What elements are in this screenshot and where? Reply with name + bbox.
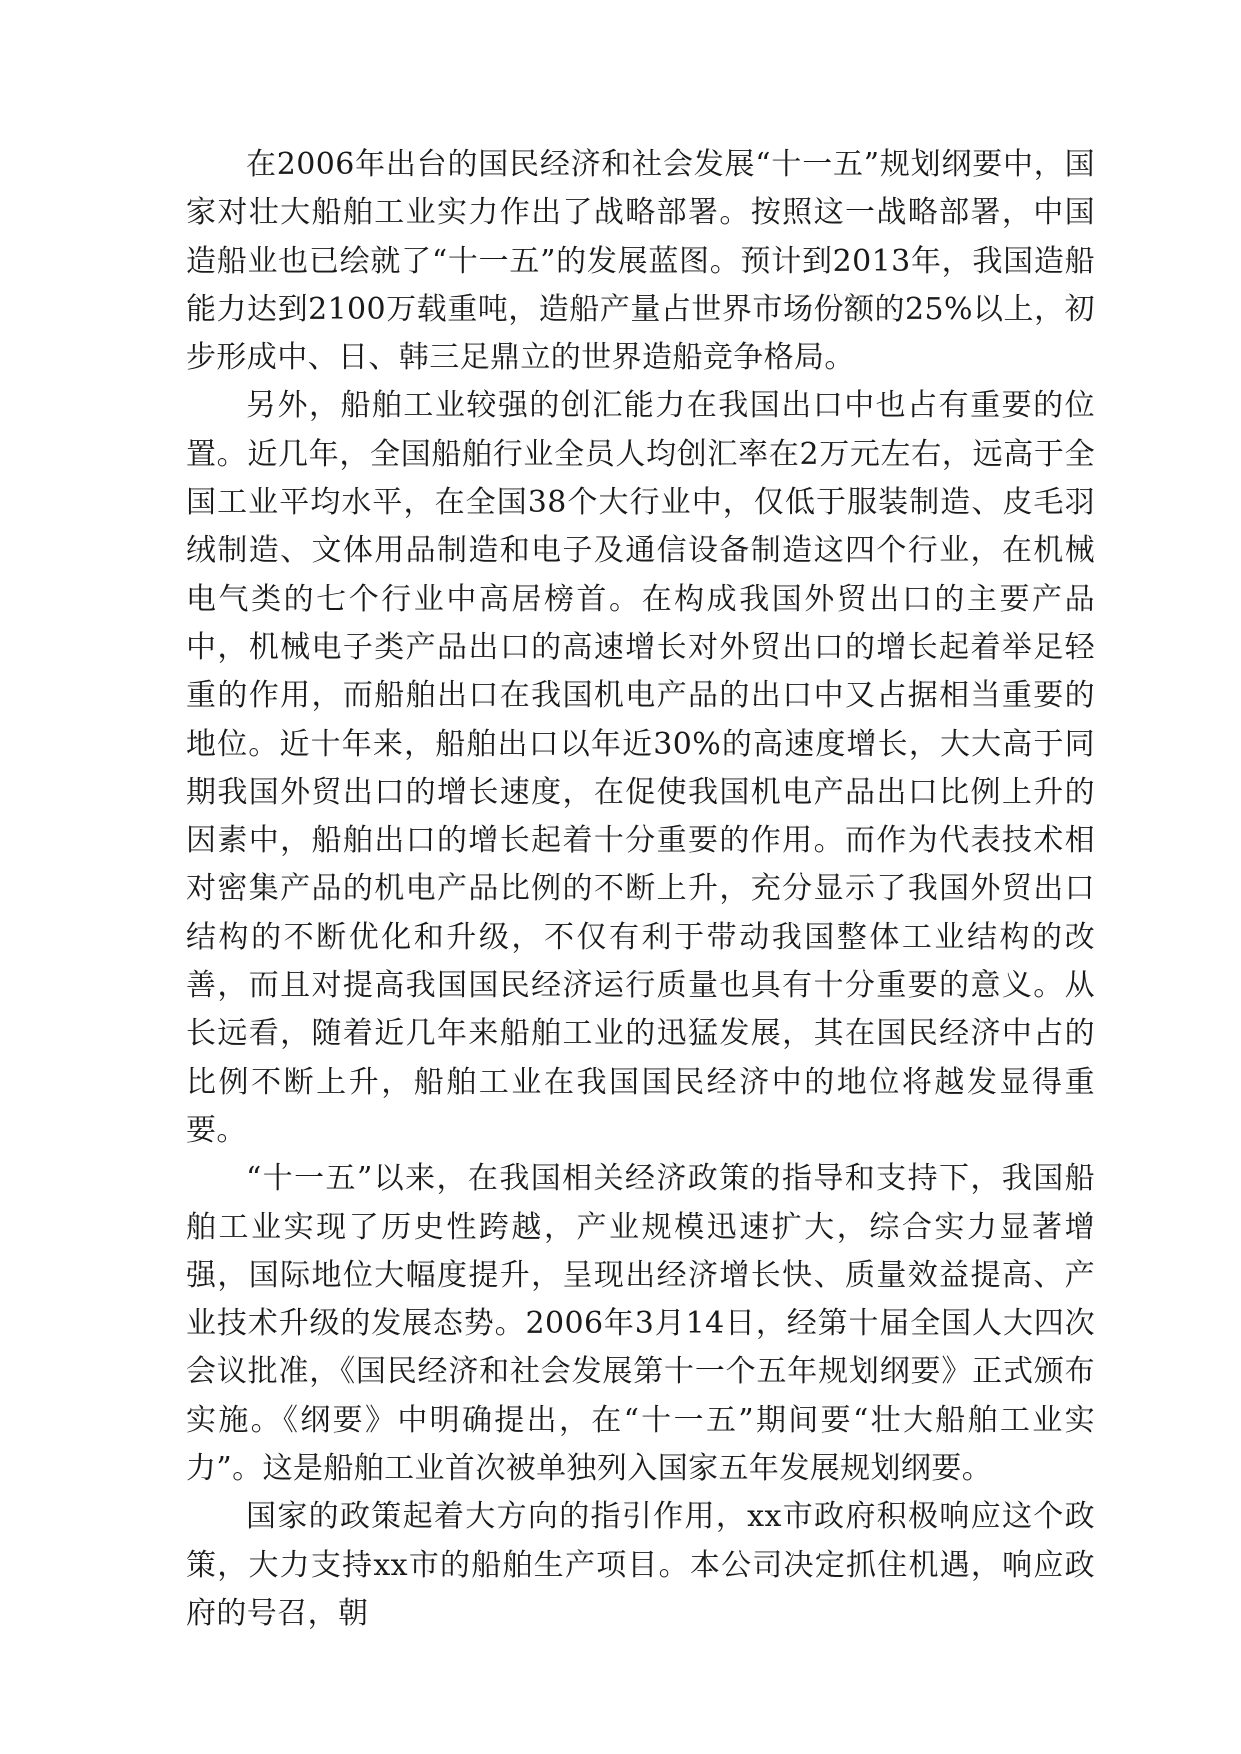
paragraph-2: 另外，船舶工业较强的创汇能力在我国出口中也占有重要的位置。近几年，全国船舶行业全员人均创汇率在2万元左右，远高于全国工业平均水平，在全国38个大行业中，仅低于服装制造、皮毛羽绒制造、文体用品制造和电子及通信设备制造这四个行业，在机械电气类的七个行业中高居榜首。在构成我国外贸出口的主要产品中，机械电子类产品出口的高速增长对外贸出口的增长起着举足轻重的作用，而船舶出口在我国机电产品的出口中又占据相当重要的地位。近十年来，船舶出口以年近30%的高速度增长，大大高于同期我国外贸出口的增长速度，在促使我国机电产品出口比例上升的因素中，船舶出口的增长起着十分重要的作用。而作为代表技术相对密集产品的机电产品比例的不断上升，充分显示了我国外贸出口结构的不断优化和升级，不仅有利于带动我国整体工业结构的改善，而且对提高我国国民经济运行质量也具有十分重要的意义。从长远看，随着近几年来船舶工业的迅猛发展，其在国民经济中占的比例不断上升，船舶工业在我国国民经济中的地位将越发显得重要。 [186, 388, 1095, 1148]
paragraph-1: 在2006年出台的国民经济和社会发展“十一五”规划纲要中，国家对壮大船舶工业实力作出了战略部署。按照这一战略部署，中国造船业也已绘就了“十一五”的发展蓝图。预计到2013年，我国造船能力达到2100万载重吨，造船产量占世界市场份额的25%以上，初步形成中、日、韩三足鼎立的世界造船竞争格局。 [186, 147, 1095, 376]
paragraph-4: 国家的政策起着大方向的指引作用，xx市政府积极响应这个政策，大力支持xx市的船舶生产项目。本公司决定抓住机遇，响应政府的号召，朝 [186, 1499, 1095, 1631]
document-body [186, 141, 1095, 1638]
paragraph-3: “十一五”以来，在我国相关经济政策的指导和支持下，我国船舶工业实现了历史性跨越，产业规模迅速扩大，综合实力显著增强，国际地位大幅度提升，呈现出经济增长快、质量效益提高、产业技术升级的发展态势。2006年3月14日，经第十届全国人大四次会议批准，《国民经济和社会发展第十一个五年规划纲要》正式颁布实施。《纲要》中明确提出，在“十一五”期间要“壮大船舶工业实力”。这是船舶工业首次被单独列入国家五年发展规划纲要。 [186, 1161, 1095, 1487]
